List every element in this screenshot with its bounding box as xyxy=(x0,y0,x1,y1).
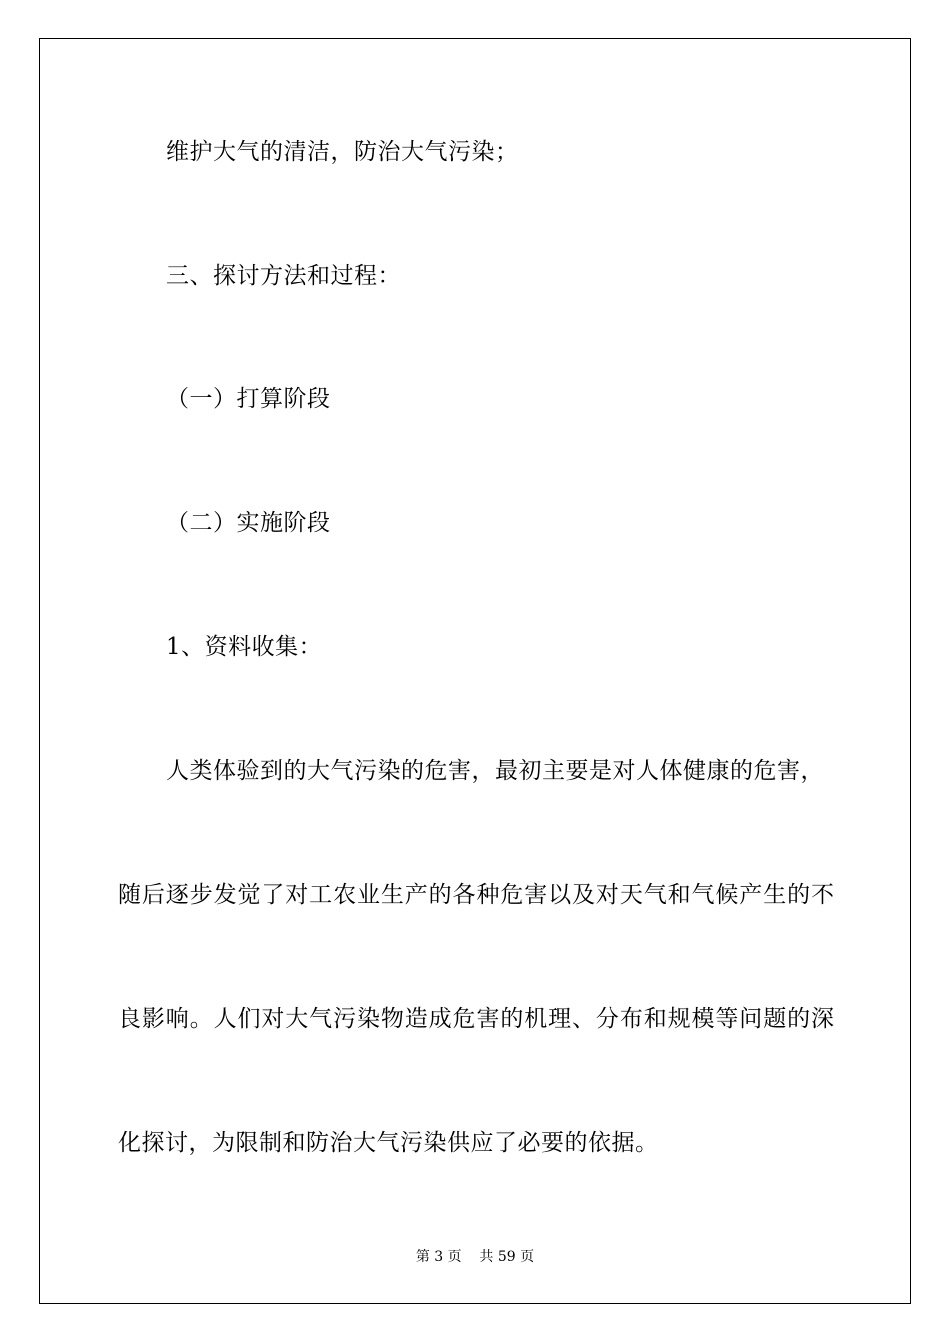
paragraph-line-1: 维护大气的清洁，防治大气污染； xyxy=(166,139,519,165)
page-border xyxy=(39,38,911,1304)
paragraph-line-5: 化探讨，为限制和防治大气污染供应了必要的依据。 xyxy=(118,1130,659,1156)
subsection-heading-planning: （一）打算阶段 xyxy=(166,386,331,412)
page-number-footer: 第 3 页 共 59 页 xyxy=(415,1249,535,1265)
section-heading-methods: 三、探讨方法和过程： xyxy=(166,263,401,289)
paragraph-line-2: 人类体验到的大气污染的危害，最初主要是对人体健康的危害， xyxy=(166,758,824,784)
subsection-heading-implementation: （二）实施阶段 xyxy=(166,510,331,536)
paragraph-line-3: 随后逐步发觉了对工农业生产的各种危害以及对天气和气候产生的不 xyxy=(118,882,834,908)
paragraph-line-4: 良影响。人们对大气污染物造成危害的机理、分布和规模等问题的深 xyxy=(118,1006,834,1032)
item-heading-data-collection: 1、资料收集： xyxy=(166,634,323,660)
